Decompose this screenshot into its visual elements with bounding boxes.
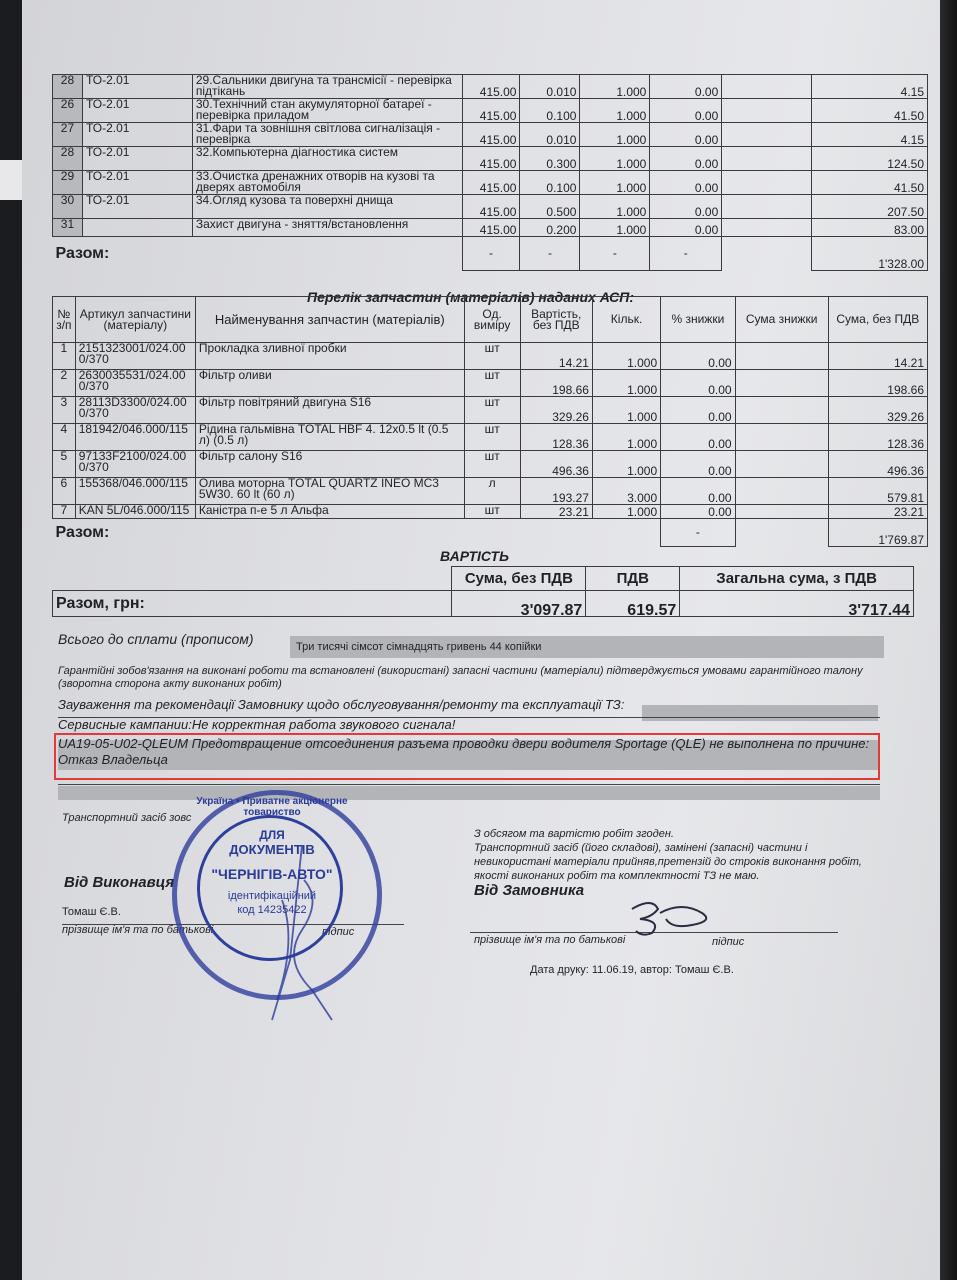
row-sum: 41.50 [812,171,928,195]
row-discount-sum [735,397,828,424]
table-row [53,343,928,370]
row-code: ТО-2.01 [82,147,192,171]
remark-line-3: Отказ Владельца [58,752,168,767]
table-row [53,123,928,147]
stamp-line-2: ДОКУМЕНТІВ [229,842,315,857]
row-price: 23.21 [520,505,592,519]
row-price: 128.36 [520,424,592,451]
row-unit: шт [464,424,520,451]
row-discount-sum [735,370,828,397]
row-qty: 0.100 [520,171,580,195]
customer-sign-caption: підпис [712,936,745,948]
row-sum: 4.15 [812,123,928,147]
row-name: 34.Огляд кузова та поверхні днища [192,195,462,219]
works-dash: - [650,237,722,271]
row-discount-pct: 0.00 [661,451,735,478]
table-row [53,478,928,505]
row-name: Прокладка зливної пробки [195,343,464,370]
cost-table [52,566,914,617]
row-number: 27 [53,123,83,147]
row-article: 97133F2100/024.00 0/370 [75,451,195,478]
works-table [52,74,928,271]
executor-sign-caption: підпис [322,926,355,938]
row-article: KAN 5L/046.000/115 [75,505,195,519]
table-row [53,195,928,219]
row-discount-pct: 0.00 [661,397,735,424]
cost-total: 3'717.44 [680,591,914,617]
document-page [22,0,940,1280]
header-discount-sum: Сума знижки [735,297,828,343]
works-dash: - [580,237,650,271]
row-discount-pct: 0.00 [661,424,735,451]
row-article: 28113D3300/024.00 0/370 [75,397,195,424]
executor-name: Томаш Є.В. [62,906,121,918]
table-row [53,505,928,519]
parts-title: Перелік запчастин (матеріалів) наданих АСП: [307,289,634,305]
row-k: 1.000 [580,99,650,123]
row-price: 14.21 [520,343,592,370]
print-date: Дата друку: 11.06.19, автор: Томаш Є.В. [530,964,734,976]
header-discount-pct: % знижки [661,297,735,343]
row-number: 28 [53,75,83,99]
row-discount-sum [735,478,828,505]
row-name: 33.Очистка дренажних отворів на кузові та дверях автомобіля [192,171,462,195]
parts-total: 1'769.87 [828,519,927,547]
row-qty: 1.000 [592,343,660,370]
row-k: 1.000 [580,123,650,147]
row-unit: шт [464,343,520,370]
row-number: 29 [53,171,83,195]
row-price: 198.66 [520,370,592,397]
row-k: 1.000 [580,75,650,99]
agree-line-3: невикористані матеріали прийняв,претензій до строків виконання робіт, [474,856,862,868]
row-blank [722,195,812,219]
row-code: ТО-2.01 [82,99,192,123]
row-sum: 128.36 [828,424,927,451]
cost-label: Разом, грн: [53,591,452,617]
row-code: ТО-2.01 [82,75,192,99]
row-discount-pct: 0.00 [661,505,735,519]
row-sum: 4.15 [812,75,928,99]
remarks-title: Зауваження та рекомендації Замовнику щодо обслуговування/ремонту та експлуатації ТЗ: [58,697,625,712]
row-unit: шт [464,370,520,397]
row-unit: шт [464,397,520,424]
row-article: 2630035531/024.00 0/370 [75,370,195,397]
row-article: 2151323001/024.00 0/370 [75,343,195,370]
table-row [53,147,928,171]
executor-fio-caption: прізвище ім'я та по батькові [62,924,214,936]
agree-line-1: З обсягом та вартістю робіт згоден. [474,828,674,840]
works-dash: - [462,237,520,271]
row-unit: шт [464,451,520,478]
row-sum: 23.21 [828,505,927,519]
row-unit: л [464,478,520,505]
words-value: Три тисячі сімсот сімнадцять гривень 44 копійки [290,636,884,658]
row-sum: 496.36 [828,451,927,478]
row-code [82,219,192,237]
table-row [53,397,928,424]
row-name: Фільтр салону S16 [195,451,464,478]
row-name: 30.Технічний стан акумуляторної батареї - перевірка приладом [192,99,462,123]
agree-line-4: якості виконаних робіт та комплектності ТЗ не маю. [474,870,760,882]
row-blank [722,123,812,147]
table-row [53,451,928,478]
row-number: 2 [53,370,76,397]
cost-title: ВАРТІСТЬ [440,548,509,564]
row-number: 28 [53,147,83,171]
row-name: Олива моторна TOTAL QUARTZ INEO MC3 5W30. 60 lt (60 л) [195,478,464,505]
header-sum: Сума, без ПДВ [828,297,927,343]
row-price: 415.00 [462,219,520,237]
row-blank [722,147,812,171]
row-qty: 1.000 [592,424,660,451]
header-price: Вартість, без ПДВ [520,297,592,343]
row-discount-sum [735,505,828,519]
row-k: 1.000 [580,219,650,237]
row-qty: 0.300 [520,147,580,171]
row-price: 415.00 [462,123,520,147]
row-qty: 1.000 [592,451,660,478]
row-blank [722,219,812,237]
table-row [53,171,928,195]
cost-vat: 619.57 [586,591,680,617]
header-number: № з/п [53,297,76,343]
row-discount-sum [735,424,828,451]
row-discount: 0.00 [650,123,722,147]
row-number: 7 [53,505,76,519]
row-price: 496.36 [520,451,592,478]
row-discount: 0.00 [650,75,722,99]
row-blank [722,99,812,123]
row-sum: 124.50 [812,147,928,171]
row-blank [722,75,812,99]
remark-line-2: UA19-05-U02-QLEUM Предотвращение отсоединения разъема проводки двери водителя Sportage (QLE) не выполнена по причине: [58,736,870,751]
remark-line-1: Сервисные кампании:Не корректная работа звукового сигнала! [58,717,456,732]
row-discount-pct: 0.00 [661,478,735,505]
row-discount: 0.00 [650,219,722,237]
row-qty: 0.010 [520,75,580,99]
cost-header-sum: Сума, без ПДВ [452,567,586,591]
row-discount-sum [735,343,828,370]
table-row [53,99,928,123]
row-sum: 198.66 [828,370,927,397]
table-row [53,424,928,451]
row-price: 193.27 [520,478,592,505]
header-article: Артикул запчастини (матеріалу) [75,297,195,343]
stamp-line-5: код 14235422 [237,904,307,916]
row-k: 1.000 [580,171,650,195]
row-qty: 0.100 [520,99,580,123]
stamp-line-3: "ЧЕРНІГІВ-АВТО" [211,866,333,882]
works-dash: - [520,237,580,271]
row-name: 31.Фари та зовнішня світлова сигналізація - перевірка [192,123,462,147]
from-customer: Від Замовника [474,882,585,899]
row-article: 155368/046.000/115 [75,478,195,505]
row-sum: 41.50 [812,99,928,123]
row-name: 32.Компьютерна діагностика систем [192,147,462,171]
row-name: Фільтр оливи [195,370,464,397]
row-name: 29.Сальники двигуна та трансмісії - перевірка підтікань [192,75,462,99]
row-name: Фільтр повітряний двигуна S16 [195,397,464,424]
warranty-text: Гарантійні зобов'язання на виконані роботи та встановлені (використані) запасні частини (матеріали) підтверджується умовами гарантійного талону (зворотна сторона акту виконаних робіт) [58,665,863,690]
row-price: 415.00 [462,195,520,219]
header-unit: Од. виміру [464,297,520,343]
header-name: Найменування запчастин (матеріалів) [195,297,464,343]
parts-total-label: Разом: [55,524,110,542]
row-discount-sum [735,451,828,478]
row-price: 329.26 [520,397,592,424]
row-price: 415.00 [462,147,520,171]
row-sum: 329.26 [828,397,927,424]
row-blank [722,171,812,195]
row-name: Захист двигуна - зняття/встановлення [192,219,462,237]
row-discount-pct: 0.00 [661,370,735,397]
row-discount: 0.00 [650,195,722,219]
stamp-ring-text: Україна • Приватне акціонерне товариство [196,796,348,818]
parts-table [52,296,928,547]
row-code: ТО-2.01 [82,123,192,147]
row-price: 415.00 [462,99,520,123]
parts-dash: - [661,519,735,547]
table-row [53,75,928,99]
row-qty: 1.000 [592,397,660,424]
stamp-line-1: ДЛЯ [259,828,285,842]
row-number: 6 [53,478,76,505]
row-code: ТО-2.01 [82,171,192,195]
row-discount: 0.00 [650,171,722,195]
row-qty: 1.000 [592,505,660,519]
customer-fio-caption: прізвище ім'я та по батькові [474,934,626,946]
cost-sum: 3'097.87 [452,591,586,617]
row-number: 3 [53,397,76,424]
row-number: 26 [53,99,83,123]
row-unit: шт [464,505,520,519]
row-number: 5 [53,451,76,478]
table-row [53,219,928,237]
row-price: 415.00 [462,171,520,195]
row-qty: 0.010 [520,123,580,147]
row-discount-pct: 0.00 [661,343,735,370]
words-label: Всього до сплати (прописом) [58,631,254,647]
row-price: 415.00 [462,75,520,99]
header-qty: Кільк. [592,297,660,343]
stamp-line-4: ідентифікаційний [227,890,317,902]
row-number: 30 [53,195,83,219]
row-name: Рідина гальмівна TOTAL HBF 4. 12x0.5 lt (0.5 л) (0.5 л) [195,424,464,451]
row-code: ТО-2.01 [82,195,192,219]
agree-line-2: Транспортний засіб (його складові), замінені (запасні) частини і [474,842,808,854]
row-sum: 14.21 [828,343,927,370]
row-number: 1 [53,343,76,370]
row-qty: 0.200 [520,219,580,237]
row-qty: 3.000 [592,478,660,505]
works-total: 1'328.00 [812,237,928,271]
row-qty: 0.500 [520,195,580,219]
row-article: 181942/046.000/115 [75,424,195,451]
vehicle-returned-text: Транспортний засіб зовс [62,812,192,824]
cost-header-vat: ПДВ [586,567,680,591]
row-name: Каністра п-е 5 л Альфа [195,505,464,519]
row-qty: 1.000 [592,370,660,397]
row-number: 31 [53,219,83,237]
row-sum: 207.50 [812,195,928,219]
executor-signature [242,840,355,1030]
row-k: 1.000 [580,147,650,171]
table-row [53,370,928,397]
row-k: 1.000 [580,195,650,219]
highlight-box [54,733,880,780]
works-total-label: Разом: [55,245,110,263]
row-sum: 83.00 [812,219,928,237]
row-number: 4 [53,424,76,451]
customer-signature [622,895,732,940]
from-executor: Від Виконавця [64,874,175,891]
cost-header-total: Загальна сума, з ПДВ [680,567,914,591]
row-discount: 0.00 [650,147,722,171]
row-discount: 0.00 [650,99,722,123]
row-sum: 579.81 [828,478,927,505]
